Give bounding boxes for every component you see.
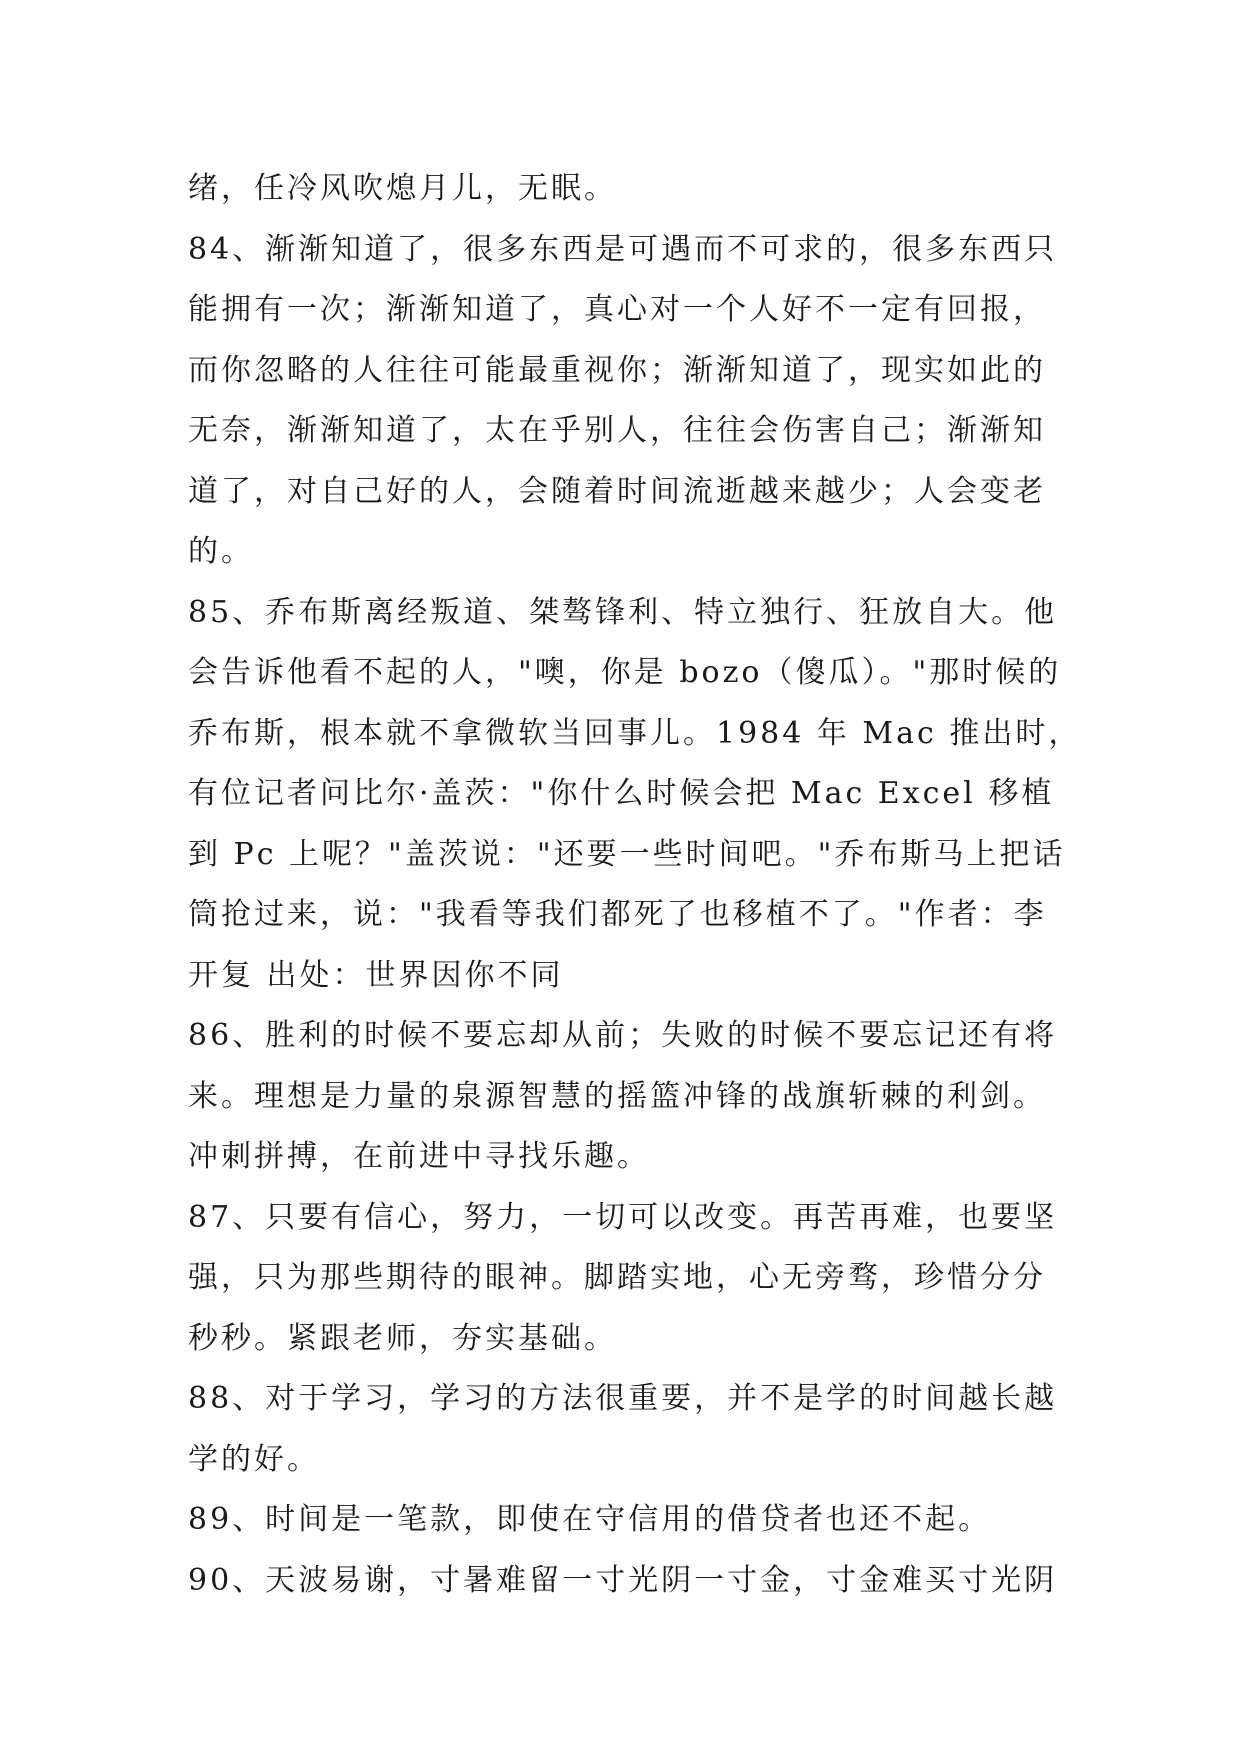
- text-line: 会告诉他看不起的人，"噢，你是 bozo（傻瓜）。"那时候的: [188, 655, 1062, 690]
- text-line: 89、时间是一笔款，即使在守信用的借贷者也还不起。: [188, 1502, 992, 1537]
- text-line: 而你忽略的人往往可能最重视你；渐渐知道了，现实如此的: [188, 352, 1046, 388]
- text-line: 的。: [188, 534, 254, 569]
- text-line: 88、对于学习，学习的方法很重要，并不是学的时间越长越: [188, 1381, 1058, 1416]
- text-line: 到 Pc 上呢？"盖茨说："还要一些时间吧。"乔布斯马上把话: [188, 836, 1066, 872]
- text-line: 冲刺拼搏，在前进中寻找乐趣。: [188, 1139, 650, 1174]
- text-line: 绪，任冷风吹熄月儿，无眠。: [188, 171, 617, 206]
- text-line: 87、只要有信心，努力，一切可以改变。再苦再难，也要坚: [188, 1199, 1058, 1235]
- text-line: 开复 出处：世界因你不同: [188, 957, 564, 993]
- text-line: 90、天波易谢，寸暑难留一寸光阴一寸金，寸金难买寸光阴: [188, 1562, 1058, 1598]
- text-line: 道了，对自己好的人，会随着时间流逝越来越少；人会变老: [188, 473, 1046, 509]
- text-line: 有位记者问比尔·盖茨："你什么时候会把 Mac Excel 移植: [188, 776, 1055, 811]
- text-line: 来。理想是力量的泉源智慧的摇篮冲锋的战旗斩棘的利剑。: [188, 1078, 1046, 1114]
- text-line: 无奈，渐渐知道了，太在乎别人，往往会伤害自己；渐渐知: [188, 413, 1046, 448]
- text-line: 能拥有一次；渐渐知道了，真心对一个人好不一定有回报，: [188, 292, 1046, 327]
- text-line: 秒秒。紧跟老师，夯实基础。: [188, 1320, 617, 1356]
- text-line: 学的好。: [188, 1441, 320, 1477]
- text-line: 乔布斯，根本就不拿微软当回事儿。1984 年 Mac 推出时，: [188, 715, 1082, 751]
- text-line: 筒抢过来，说："我看等我们都死了也移植不了。"作者：李: [188, 897, 1047, 932]
- body-text: [188, 159, 1082, 1611]
- text-line: 84、渐渐知道了，很多东西是可遇而不可求的，很多东西只: [188, 231, 1058, 267]
- text-line: 强，只为那些期待的眼神。脚踏实地，心无旁骛，珍惜分分: [188, 1260, 1046, 1295]
- text-line: 85、乔布斯离经叛道、桀骜锋利、特立独行、狂放自大。他: [188, 594, 1058, 630]
- text-line: 86、胜利的时候不要忘却从前；失败的时候不要忘记还有将: [188, 1018, 1058, 1053]
